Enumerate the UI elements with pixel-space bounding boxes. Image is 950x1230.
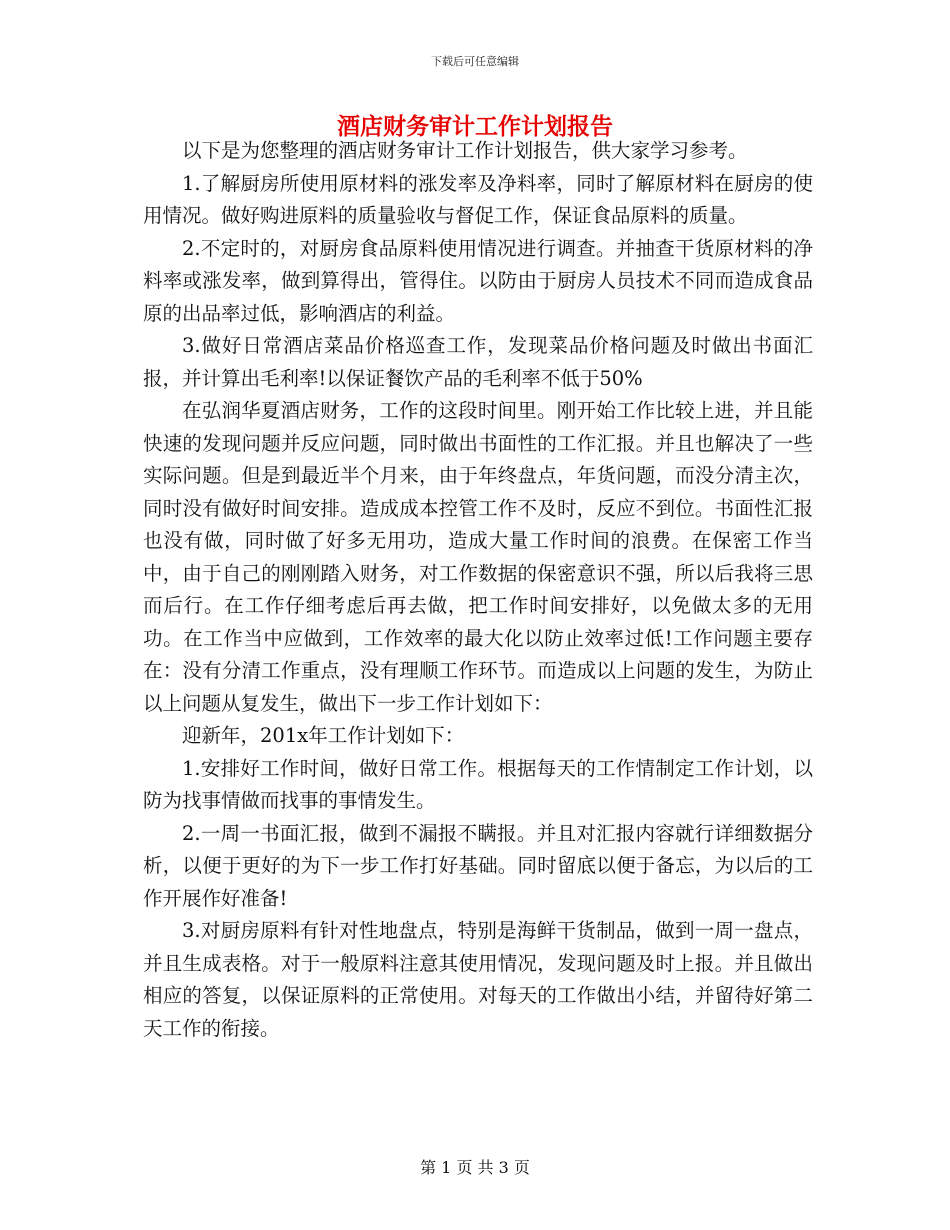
document-body [143,135,813,1045]
paragraph-plan-1: 1.安排好工作时间，做好日常工作。根据每天的工作情制定工作计划，以防为找事情做而找事的事情发生。 [143,756,813,812]
paragraph-item-1: 1.了解厨房所使用原材料的涨发率及净料率，同时了解原材料在厨房的使用情况。做好购进原料的质量验收与督促工作，保证食品原料的质量。 [143,171,813,227]
paragraph-intro: 以下是为您整理的酒店财务审计工作计划报告，供大家学习参考。 [182,139,748,162]
paragraph-plan-heading: 迎新年，201x年工作计划如下： [182,724,465,747]
paragraph-item-2: 2.不定时的，对厨房食品原料使用情况进行调查。并抽查干货原材料的净料率或涨发率，做到算得出，管得住。以防由于厨房人员技术不同而造成食品原的出品率过低，影响酒店的利益。 [143,236,813,325]
document-title: 酒店财务审计工作计划报告 [337,113,613,140]
paragraph-plan-3: 3.对厨房原料有针对性地盘点，特别是海鲜干货制品，做到一周一盘点，并且生成表格。对于一般原料注意其使用情况，发现问题及时上报。并且做出相应的答复，以保证原料的正常使用。对每天的工作做出小结，并留待好第二天工作的衔接。 [143,919,813,1040]
paragraph-plan-2: 2.一周一书面汇报，做到不漏报不瞒报。并且对汇报内容就行详细数据分析，以便于更好的为下一步工作打好基础。同时留底以便于备忘，为以后的工作开展作好准备! [143,821,813,910]
paragraph-review: 在弘润华夏酒店财务，工作的这段时间里。刚开始工作比较上进，并且能快速的发现问题并反应问题，同时做出书面性的工作汇报。并且也解决了一些实际问题。但是到最近半个月来，由于年终盘点，年货问题，而没分清主次，同时没有做好时间安排。造成成本控管工作不及时，反应不到位。书面性汇报也没有做，同时做了好多无用功，造成大量工作时间的浪费。在保密工作当中，由于自己的刚刚踏入财务，对工作数据的保密意识不强，所以后我将三思而后行。在工作仔细考虑后再去做，把工作时间安排好，以免做太多的无用功。在工作当中应做到，工作效率的最大化以防止效率过低!工作问题主要存在：没有分清工作重点，没有理顺工作环节。而造成以上问题的发生，为防止以上问题从复发生，做出下一步工作计划如下： [143,399,813,715]
paragraph-item-3: 3.做好日常酒店菜品价格巡查工作，发现菜品价格问题及时做出书面汇报，并计算出毛利率!以保证餐饮产品的毛利率不低于50% [143,334,813,390]
page-footer: 第 1 页 共 3 页 [420,1158,530,1177]
header-note: 下载后可任意编辑 [431,55,519,68]
